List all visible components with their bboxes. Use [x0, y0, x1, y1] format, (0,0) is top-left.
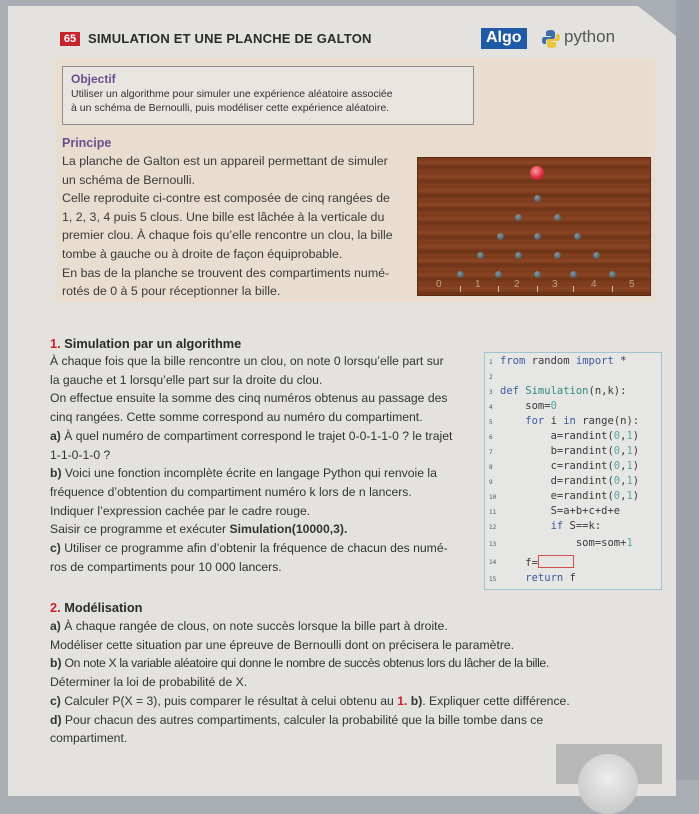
question-label: b) [50, 466, 62, 481]
section1-heading [50, 336, 241, 351]
text-line: À chaque rangée de clous, on note succès lorsque la bille part à droite. [60, 619, 448, 633]
question-label: d) [50, 712, 62, 727]
nail-icon [534, 195, 541, 202]
code-text: ) [632, 475, 640, 487]
nail-icon [609, 271, 616, 278]
principe-line: Celle reproduite ci-contre est composée de cinq rangées de [62, 191, 390, 206]
number: 1 [626, 445, 633, 457]
section-number: 1. [50, 336, 61, 351]
text-line: . Expliquer cette différence. [422, 693, 570, 708]
keyword: from [500, 355, 526, 367]
photo-subject [578, 754, 638, 814]
code-text: d=randint( [500, 475, 614, 487]
nail-icon [515, 252, 522, 259]
reference-letter: b) [407, 693, 423, 708]
text-line: la gauche et 1 lorsqu’elle part sur la droite du clou. [50, 372, 323, 387]
principe-line: rotés de 0 à 5 pour réceptionner la bille. [62, 284, 281, 299]
section-number: 2. [50, 600, 61, 615]
line-number: 15 [489, 576, 497, 583]
code-text: f= [500, 557, 538, 569]
nail-icon [574, 233, 581, 240]
code-text: range(n): [575, 415, 640, 427]
nail-icon [554, 252, 561, 259]
question-2b [50, 654, 665, 673]
keyword: def [500, 385, 519, 397]
code-text: ) [632, 460, 640, 472]
principe-title: Principe [62, 136, 112, 150]
line-number: 9 [489, 479, 493, 486]
line-number: 11 [489, 509, 497, 516]
question-2a [50, 617, 665, 636]
code-text: f [563, 572, 576, 584]
python-code-block [484, 352, 662, 590]
section2-heading [50, 600, 142, 615]
code-text: (n,k): [588, 385, 627, 397]
text-line: ros de compartiments pour 10 000 lancers. [50, 559, 282, 574]
reference-number: 1. [397, 693, 408, 708]
code-text: * [613, 355, 627, 367]
question-label: a) [50, 619, 61, 633]
question-1c [50, 539, 480, 558]
nail-icon [534, 271, 541, 278]
number: 1 [626, 490, 633, 502]
exercise-title: SIMULATION ET UNE PLANCHE DE GALTON [88, 31, 372, 46]
line-number: 6 [489, 434, 493, 441]
line-number: 4 [489, 404, 493, 411]
keyword: if [500, 520, 564, 532]
section-title: Modélisation [64, 600, 143, 615]
text-line: Voici une fonction incomplète écrite en langage Python qui renvoie la [61, 466, 437, 481]
text-line: cinq rangées. Cette somme correspond au numéro du compartiment. [50, 410, 423, 425]
function-call: Simulation(10000,3). [229, 522, 348, 537]
code-text: random [525, 355, 576, 367]
nail-icon [477, 252, 484, 259]
objectif-line: à un schéma de Bernoulli, puis modéliser cette expérience aléatoire. [71, 102, 390, 114]
number: 0 [613, 460, 621, 472]
code-text: i [544, 415, 564, 427]
code-text: som=som+ [500, 537, 627, 549]
compartment-divider [537, 286, 538, 292]
function-name: Simulation [518, 385, 589, 397]
code-text: ) [632, 430, 640, 442]
text-line: 1-1-0-1-0 ? [50, 447, 111, 462]
keyword: for [500, 415, 545, 427]
line-number: 13 [489, 541, 497, 548]
line-number: 1 [489, 359, 493, 366]
line-number: 14 [489, 559, 497, 566]
exercise-header [60, 28, 660, 52]
nail-icon [515, 214, 522, 221]
code-text: S==k: [563, 520, 602, 532]
keyword: import [575, 355, 614, 367]
background-edge [676, 0, 699, 780]
text-line: Pour chacun des autres compartiments, calculer la probabilité que la bille tombe dans ce [61, 712, 544, 727]
code-text: , [620, 445, 627, 457]
code-text: , [620, 430, 627, 442]
python-label: python [564, 27, 616, 46]
number: 0 [613, 475, 621, 487]
hidden-expression-red-box [538, 555, 574, 568]
section2-text [50, 617, 665, 748]
compartment-divider [573, 286, 574, 292]
text-line: Déterminer la loi de probabilité de X. [50, 675, 248, 690]
line-number: 7 [489, 449, 493, 456]
text-line: À chaque fois que la bille rencontre un clou, on note 0 lorsqu’elle part sur [50, 354, 444, 368]
principe-line: un schéma de Bernoulli. [62, 172, 195, 187]
code-text: ) [632, 445, 640, 457]
number: 1 [626, 475, 633, 487]
text-line: Modéliser cette situation par une épreuve de Bernoulli dont on précisera le paramètre. [50, 637, 515, 652]
text-line: À quel numéro de compartiment correspond le trajet 0-0-1-1-0 ? le trajet [60, 428, 453, 443]
nail-icon [495, 271, 502, 278]
galton-board-illustration [417, 157, 651, 296]
run-instruction [50, 520, 480, 539]
nail-icon [593, 252, 600, 259]
compartment-divider [460, 286, 461, 292]
question-2c [50, 692, 665, 711]
objectif-box [62, 66, 474, 125]
question-label: c) [50, 541, 61, 556]
line-number: 5 [489, 419, 493, 426]
nail-icon [570, 271, 577, 278]
text-line: Indiquer l’expression cachée par le cadre rouge. [50, 503, 311, 518]
compartment-label: 4 [591, 279, 597, 290]
nail-icon [534, 233, 541, 240]
code-text: , [620, 475, 627, 487]
compartment-label: 1 [475, 279, 481, 290]
question-2d [50, 711, 665, 730]
nail-icon [497, 233, 504, 240]
principe-line: 1, 2, 3, 4 puis 5 clous. Une bille est lâchée à la verticale du [62, 209, 385, 224]
code-text: b=randint( [500, 445, 614, 457]
principe-text [62, 152, 417, 301]
section1-text [50, 352, 480, 576]
compartment-divider [498, 286, 499, 292]
number: 0 [613, 445, 621, 457]
number: 0 [613, 430, 621, 442]
line-number: 10 [489, 494, 497, 501]
text-line: On effectue ensuite la somme des cinq numéros obtenus au passage des [50, 391, 448, 406]
line-number: 8 [489, 464, 493, 471]
objectif-line: Utiliser un algorithme pour simuler une expérience aléatoire associée [71, 88, 393, 100]
text-line: Saisir ce programme et exécuter [50, 522, 230, 537]
code-text: a=randint( [500, 430, 614, 442]
number: 0 [613, 490, 621, 502]
compartment-label: 3 [552, 279, 558, 290]
code-text: ) [632, 490, 640, 502]
code-text: , [620, 490, 627, 502]
principe-line: premier clou. À chaque fois qu’elle rencontre un clou, la bille [62, 228, 393, 243]
line-number: 3 [489, 389, 493, 396]
principe-line: En bas de la planche se trouvent des compartiments numé- [62, 265, 390, 280]
python-logo-icon [541, 29, 561, 49]
text-line: compartiment. [50, 731, 128, 746]
keyword: return [500, 572, 564, 584]
text-line: On note X la variable aléatoire qui donne le nombre de succès obtenus lors du lâcher de la bille. [61, 656, 549, 671]
line-number: 12 [489, 524, 497, 531]
decorative-photo [556, 744, 662, 784]
compartment-divider [612, 286, 613, 292]
section-title: Simulation par un algorithme [64, 336, 242, 351]
code-text: , [620, 460, 627, 472]
code-text: c=randint( [500, 460, 614, 472]
code-text: S=a+b+c+d+e [500, 505, 621, 517]
text-line: Calculer P(X = 3), puis comparer le résultat à celui obtenu au [60, 693, 398, 708]
question-label: a) [50, 428, 61, 443]
exercise-number-badge: 65 [60, 32, 80, 46]
objectif-text [71, 87, 471, 115]
number: 1 [626, 430, 633, 442]
question-label: c) [50, 693, 61, 708]
question-1a [50, 427, 480, 446]
nail-icon [554, 214, 561, 221]
compartment-label: 5 [629, 279, 635, 290]
text-line: Utiliser ce programme afin d’obtenir la fréquence de chacun des numé- [60, 541, 448, 556]
ball-icon [530, 166, 544, 180]
text-line: fréquence d’obtention du compartiment numéro k lors de n lancers. [50, 484, 412, 499]
principe-line: tombe à gauche ou à droite de façon équiprobable. [62, 246, 343, 261]
number: 1 [626, 537, 633, 549]
question-1b [50, 464, 480, 483]
question-label: b) [50, 656, 62, 671]
nail-icon [457, 271, 464, 278]
compartment-label: 2 [514, 279, 520, 290]
line-number: 2 [489, 374, 493, 381]
code-text: e=randint( [500, 490, 614, 502]
number: 1 [626, 460, 633, 472]
keyword: in [563, 415, 576, 427]
algo-badge: Algo [481, 28, 527, 49]
compartment-label: 0 [436, 279, 442, 290]
principe-line: La planche de Galton est un appareil permettant de simuler [62, 154, 388, 168]
objectif-title: Objectif [71, 72, 116, 86]
number: 0 [550, 400, 557, 412]
code-text: som= [500, 400, 551, 412]
